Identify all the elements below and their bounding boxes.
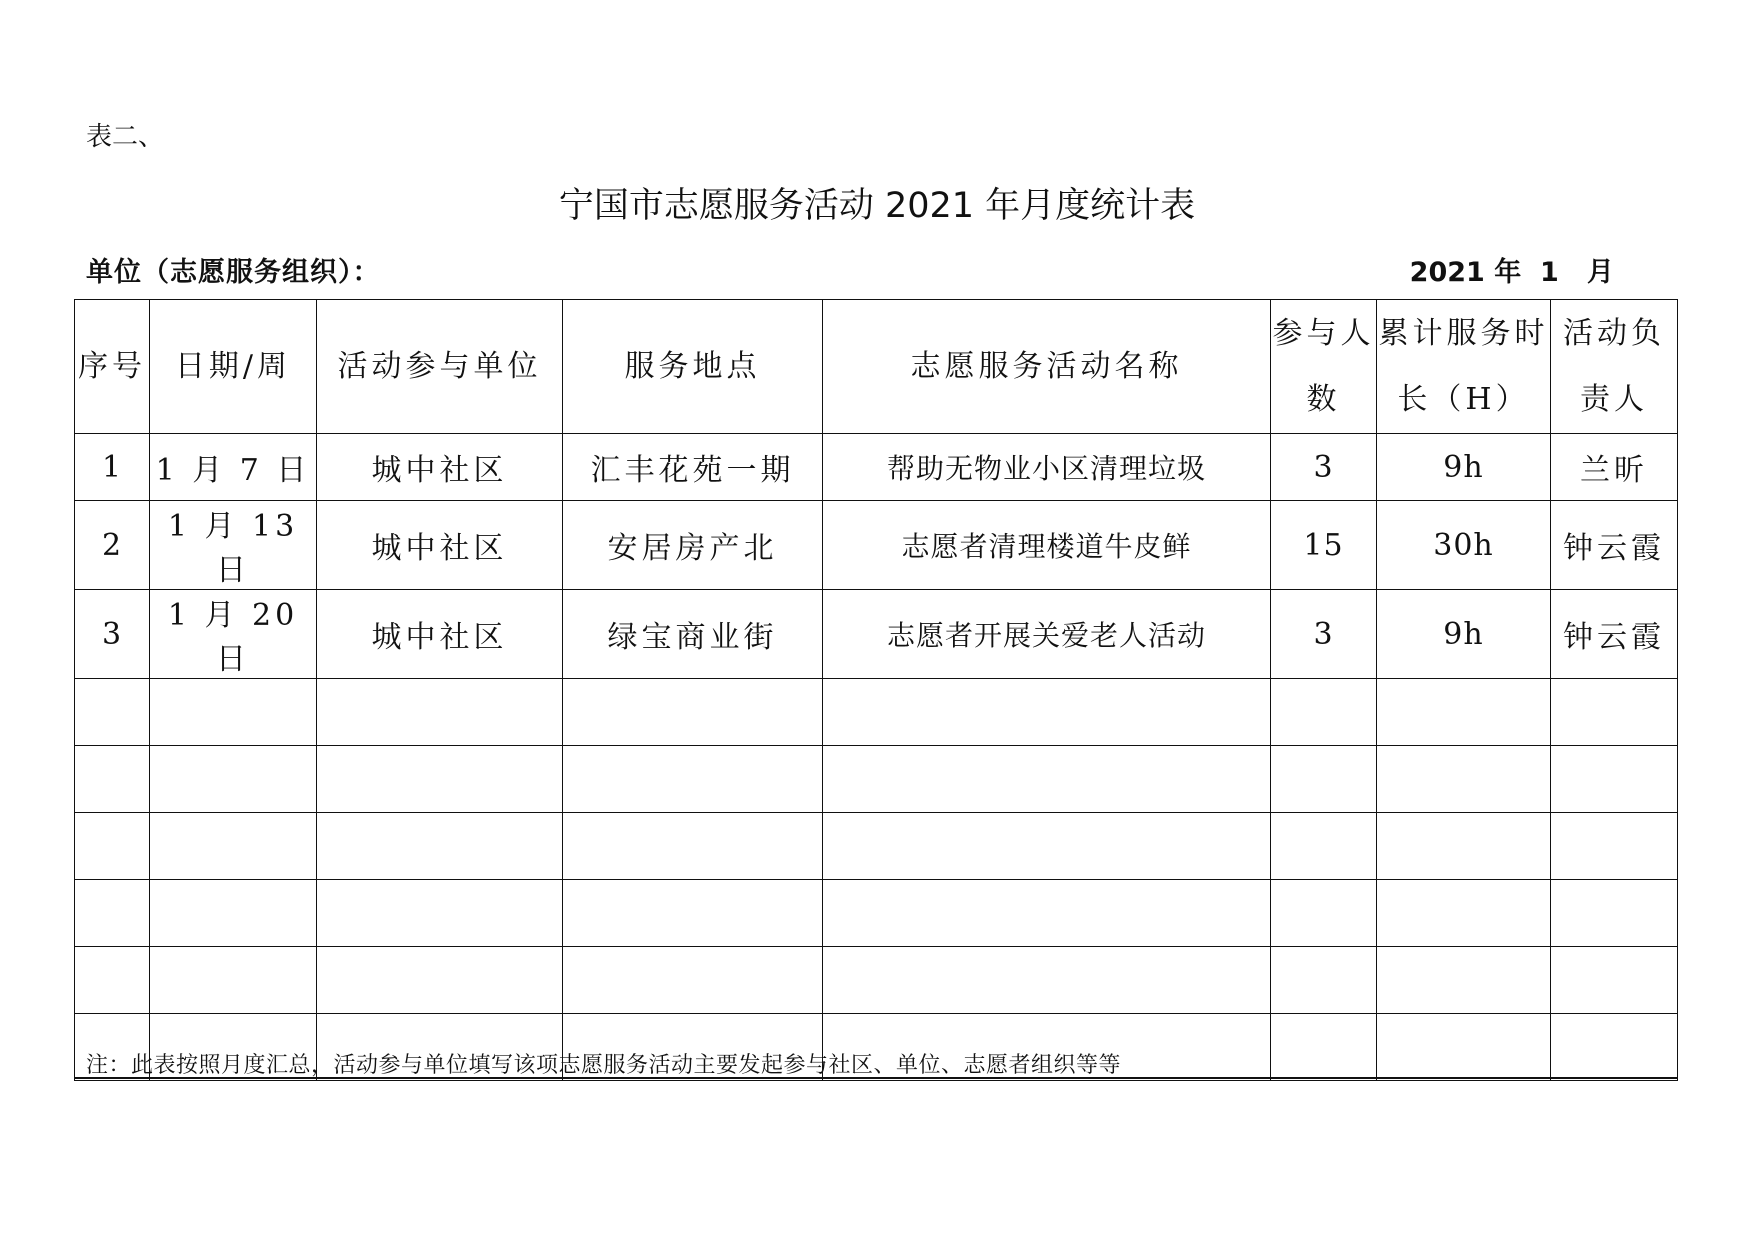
table-cell [1551,679,1678,746]
table-cell [1271,679,1377,746]
table-cell [1551,1014,1678,1081]
table-cell [1551,813,1678,880]
table-cell: 志愿者开展关爱老人活动 [823,590,1271,679]
table-cell [1271,947,1377,1014]
table-cell [1377,880,1551,947]
table-cell [317,813,563,880]
table-row [75,679,1678,746]
table-cell [1551,880,1678,947]
table-cell [1377,813,1551,880]
table-row [75,880,1678,947]
header-cell: 活动参与单位 [317,300,563,434]
table-cell: 9h [1377,590,1551,679]
statistics-table [74,299,1678,1081]
footnote: 注：此表按照月度汇总，活动参与单位填写该项志愿服务活动主要发起参与社区、单位、志愿者组织等等 [86,1053,1122,1078]
table-label: 表二、 [86,122,165,152]
table-cell: 1 月 7 日 [150,434,317,501]
header-row [75,300,1678,434]
table-cell [1551,947,1678,1014]
table-row [75,746,1678,813]
table-cell [563,880,823,947]
header-cell: 志愿服务活动名称 [823,300,1271,434]
header-cell: 活动负责人 [1551,300,1678,434]
footnote-rule [74,1077,1677,1079]
table-cell [150,813,317,880]
table-cell: 1 月 20 日 [150,590,317,679]
date-label: 2021 年 1 月 [1409,257,1614,288]
table-cell: 安居房产北 [563,501,823,590]
table-cell [563,746,823,813]
table-cell [75,947,150,1014]
header-cell: 累计服务时长（H） [1377,300,1551,434]
table-cell: 钟云霞 [1551,590,1678,679]
table-cell [317,947,563,1014]
table-row [75,590,1678,679]
table-row [75,947,1678,1014]
table-cell [1377,679,1551,746]
table-cell [150,947,317,1014]
table-cell [317,746,563,813]
table-cell: 帮助无物业小区清理垃圾 [823,434,1271,501]
table-cell: 兰昕 [1551,434,1678,501]
table-cell [1377,1014,1551,1081]
table-cell [75,813,150,880]
table-row [75,813,1678,880]
table-row [75,501,1678,590]
table-cell: 城中社区 [317,434,563,501]
table-cell: 城中社区 [317,501,563,590]
table-cell: 15 [1271,501,1377,590]
table-cell [823,813,1271,880]
table-cell [823,679,1271,746]
table-cell: 3 [75,590,150,679]
table-cell [1271,1014,1377,1081]
table-cell [1271,880,1377,947]
table-cell: 1 [75,434,150,501]
table-cell: 3 [1271,434,1377,501]
table-cell [1551,746,1678,813]
page-title: 宁国市志愿服务活动 2021 年月度统计表 [558,186,1196,226]
table-cell [1377,746,1551,813]
table-cell [563,813,823,880]
table-cell [1271,813,1377,880]
table-cell: 绿宝商业街 [563,590,823,679]
table-cell: 1 月 13 日 [150,501,317,590]
table-cell: 钟云霞 [1551,501,1678,590]
table-cell: 30h [1377,501,1551,590]
table-cell: 城中社区 [317,590,563,679]
table-cell [1271,746,1377,813]
table-cell [563,947,823,1014]
table-row [75,434,1678,501]
table-cell [823,746,1271,813]
table-cell [823,947,1271,1014]
header-cell: 序号 [75,300,150,434]
table-cell [150,880,317,947]
unit-label: 单位（志愿服务组织）： [86,257,381,288]
header-cell: 日期/周 [150,300,317,434]
table-cell [150,679,317,746]
table-cell [75,746,150,813]
table-cell [75,679,150,746]
table-cell: 志愿者清理楼道牛皮鲜 [823,501,1271,590]
table-cell [1377,947,1551,1014]
table-cell [563,679,823,746]
table-cell [75,880,150,947]
table-cell [317,679,563,746]
table-cell [823,880,1271,947]
table-cell [150,746,317,813]
table-cell [317,880,563,947]
table-cell: 2 [75,501,150,590]
header-cell: 服务地点 [563,300,823,434]
table-cell: 9h [1377,434,1551,501]
table-cell: 3 [1271,590,1377,679]
table-cell: 汇丰花苑一期 [563,434,823,501]
header-cell: 参与人数 [1271,300,1377,434]
